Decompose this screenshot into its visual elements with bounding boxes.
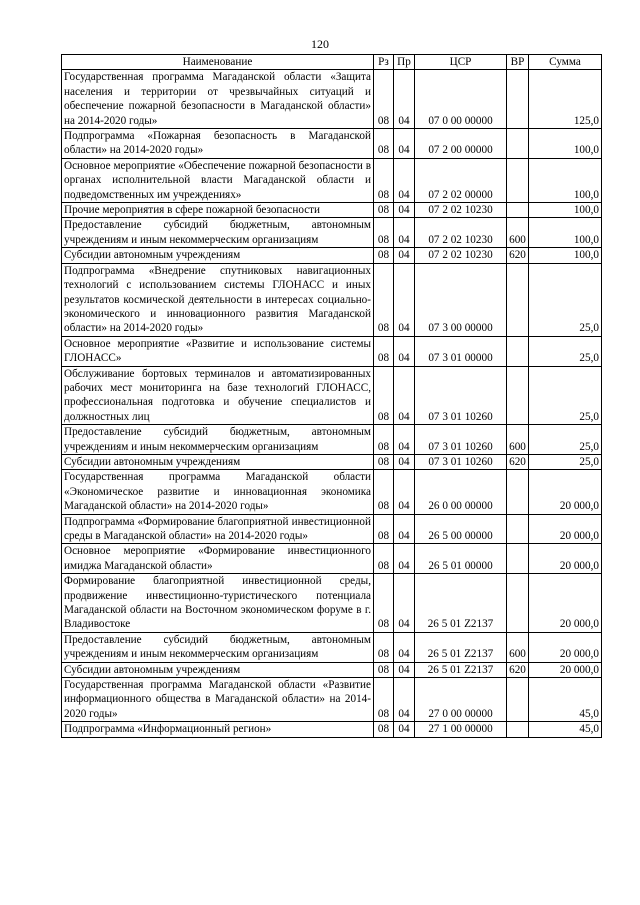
cell-sum: 25,0: [529, 425, 602, 455]
cell-pr: 04: [394, 366, 415, 425]
cell-pr: 04: [394, 129, 415, 159]
cell-pr: 04: [394, 70, 415, 129]
cell-pr: 04: [394, 632, 415, 662]
cell-pr: 04: [394, 248, 415, 263]
cell-rz: 08: [374, 722, 394, 737]
table-row: [62, 574, 602, 633]
cell-sum: 20 000,0: [529, 662, 602, 677]
cell-rz: 08: [374, 425, 394, 455]
cell-sum: 100,0: [529, 158, 602, 202]
budget-table: [61, 54, 602, 738]
header-name: Наименование: [62, 55, 374, 70]
cell-vr: [507, 722, 529, 737]
table-row: [62, 454, 602, 469]
cell-pr: 04: [394, 336, 415, 366]
page-number: 120: [311, 37, 329, 51]
cell-name: Подпрограмма «Информационный регион»: [62, 722, 374, 737]
cell-csr: 07 2 02 00000: [415, 158, 507, 202]
cell-sum: 100,0: [529, 129, 602, 159]
cell-vr: [507, 514, 529, 544]
cell-rz: 08: [374, 470, 394, 514]
cell-csr: 07 2 02 10230: [415, 203, 507, 218]
cell-pr: 04: [394, 662, 415, 677]
cell-rz: 08: [374, 366, 394, 425]
cell-vr: [507, 470, 529, 514]
cell-pr: 04: [394, 514, 415, 544]
cell-csr: 07 2 00 00000: [415, 129, 507, 159]
cell-pr: 04: [394, 263, 415, 336]
cell-vr: 600: [507, 632, 529, 662]
cell-name: Подпрограмма «Пожарная безопасность в Магаданской области» на 2014-2020 годы»: [62, 129, 374, 159]
cell-csr: 26 5 01 Z2137: [415, 662, 507, 677]
cell-csr: 26 5 01 00000: [415, 544, 507, 574]
cell-sum: 100,0: [529, 203, 602, 218]
cell-name: Государственная программа Магаданской области «Развитие информационного общества в Магаданской области» на 2014-2020 годы»: [62, 678, 374, 722]
cell-name: Государственная программа Магаданской области «Защита населения и территории от чрезвычайных ситуаций и обеспечение пожарной безопасности в Магаданской области» на 2014-2020 годы»: [62, 70, 374, 129]
cell-csr: 07 3 01 10260: [415, 425, 507, 455]
cell-rz: 08: [374, 248, 394, 263]
cell-csr: 26 0 00 00000: [415, 470, 507, 514]
cell-vr: 600: [507, 425, 529, 455]
cell-vr: [507, 544, 529, 574]
cell-pr: 04: [394, 203, 415, 218]
cell-sum: 45,0: [529, 678, 602, 722]
cell-pr: 04: [394, 574, 415, 633]
cell-vr: 600: [507, 218, 529, 248]
cell-csr: 27 1 00 00000: [415, 722, 507, 737]
cell-rz: 08: [374, 632, 394, 662]
cell-rz: 08: [374, 514, 394, 544]
cell-pr: 04: [394, 544, 415, 574]
cell-pr: 04: [394, 454, 415, 469]
cell-vr: [507, 129, 529, 159]
cell-rz: 08: [374, 218, 394, 248]
cell-rz: 08: [374, 662, 394, 677]
cell-csr: 26 5 01 Z2137: [415, 574, 507, 633]
header-vr: ВР: [507, 55, 529, 70]
cell-pr: 04: [394, 425, 415, 455]
cell-name: Предоставление субсидий бюджетным, автономным учреждениям и иным некоммерческим организациям: [62, 632, 374, 662]
table-row: [62, 70, 602, 129]
cell-vr: 620: [507, 662, 529, 677]
cell-vr: [507, 158, 529, 202]
cell-csr: 07 2 02 10230: [415, 248, 507, 263]
header-sum: Сумма: [529, 55, 602, 70]
cell-csr: 07 0 00 00000: [415, 70, 507, 129]
cell-vr: 620: [507, 454, 529, 469]
cell-csr: 07 3 00 00000: [415, 263, 507, 336]
cell-name: Субсидии автономным учреждениям: [62, 248, 374, 263]
cell-sum: 125,0: [529, 70, 602, 129]
cell-csr: 26 5 00 00000: [415, 514, 507, 544]
cell-name: Обслуживание бортовых терминалов и автоматизированных рабочих мест мониторинга на базе технологий ГЛОНАСС, профессиональная подготовка и обучение специалистов и должностных лиц: [62, 366, 374, 425]
cell-csr: 07 3 01 10260: [415, 366, 507, 425]
table-row: [62, 425, 602, 455]
table-row: [62, 218, 602, 248]
table-row: [62, 722, 602, 737]
cell-sum: 20 000,0: [529, 632, 602, 662]
table-row: [62, 544, 602, 574]
cell-sum: 25,0: [529, 263, 602, 336]
cell-sum: 20 000,0: [529, 470, 602, 514]
cell-name: Основное мероприятие «Формирование инвестиционного имиджа Магаданской области»: [62, 544, 374, 574]
cell-pr: 04: [394, 678, 415, 722]
cell-rz: 08: [374, 454, 394, 469]
cell-vr: [507, 203, 529, 218]
cell-sum: 25,0: [529, 454, 602, 469]
cell-name: Подпрограмма «Формирование благоприятной инвестиционной среды в Магаданской области» на 2014-2020 годы»: [62, 514, 374, 544]
cell-name: Предоставление субсидий бюджетным, автономным учреждениям и иным некоммерческим организациям: [62, 425, 374, 455]
cell-name: Субсидии автономным учреждениям: [62, 454, 374, 469]
table-row: [62, 366, 602, 425]
cell-pr: 04: [394, 722, 415, 737]
cell-name: Основное мероприятие «Развитие и использование системы ГЛОНАСС»: [62, 336, 374, 366]
cell-csr: 07 3 01 00000: [415, 336, 507, 366]
table-header-row: [62, 55, 602, 70]
cell-rz: 08: [374, 129, 394, 159]
table-row: [62, 662, 602, 677]
cell-rz: 08: [374, 203, 394, 218]
cell-sum: 100,0: [529, 248, 602, 263]
table-row: [62, 248, 602, 263]
table-row: [62, 129, 602, 159]
cell-name: Государственная программа Магаданской области «Экономическое развитие и инновационная экономика Магаданской области» на 2014-2020 годы»: [62, 470, 374, 514]
cell-csr: 07 3 01 10260: [415, 454, 507, 469]
cell-rz: 08: [374, 678, 394, 722]
cell-vr: [507, 70, 529, 129]
table-row: [62, 263, 602, 336]
cell-sum: 20 000,0: [529, 574, 602, 633]
cell-name: Основное мероприятие «Обеспечение пожарной безопасности в органах исполнительной власти Магаданской области и подведомственных им учреждениях»: [62, 158, 374, 202]
cell-name: Предоставление субсидий бюджетным, автономным учреждениям и иным некоммерческим организациям: [62, 218, 374, 248]
table-row: [62, 203, 602, 218]
cell-csr: 07 2 02 10230: [415, 218, 507, 248]
header-pr: Пр: [394, 55, 415, 70]
cell-sum: 100,0: [529, 218, 602, 248]
cell-vr: [507, 366, 529, 425]
cell-sum: 25,0: [529, 366, 602, 425]
cell-csr: 26 5 01 Z2137: [415, 632, 507, 662]
cell-csr: 27 0 00 00000: [415, 678, 507, 722]
cell-pr: 04: [394, 218, 415, 248]
cell-rz: 08: [374, 158, 394, 202]
cell-vr: [507, 336, 529, 366]
cell-name: Субсидии автономным учреждениям: [62, 662, 374, 677]
cell-name: Подпрограмма «Внедрение спутниковых навигационных технологий с использованием системы ГЛОНАСС и иных результатов космической деятельности в интересах социально-экономического и инновационного развития Магаданской области» на 2014-2020 годы»: [62, 263, 374, 336]
table-row: [62, 336, 602, 366]
table-body: [62, 70, 602, 737]
cell-sum: 25,0: [529, 336, 602, 366]
cell-vr: 620: [507, 248, 529, 263]
table-row: [62, 632, 602, 662]
cell-vr: [507, 678, 529, 722]
cell-rz: 08: [374, 574, 394, 633]
cell-pr: 04: [394, 158, 415, 202]
cell-sum: 20 000,0: [529, 544, 602, 574]
cell-sum: 45,0: [529, 722, 602, 737]
cell-vr: [507, 263, 529, 336]
cell-name: Формирование благоприятной инвестиционной среды, продвижение инвестиционно-туристического потенциала Магаданской области на Восточном экономическом форуме в г. Владивостоке: [62, 574, 374, 633]
cell-name: Прочие мероприятия в сфере пожарной безопасности: [62, 203, 374, 218]
cell-rz: 08: [374, 336, 394, 366]
header-rz: Рз: [374, 55, 394, 70]
table-row: [62, 470, 602, 514]
cell-rz: 08: [374, 263, 394, 336]
header-csr: ЦСР: [415, 55, 507, 70]
table-row: [62, 514, 602, 544]
cell-rz: 08: [374, 544, 394, 574]
table-row: [62, 678, 602, 722]
cell-vr: [507, 574, 529, 633]
cell-pr: 04: [394, 470, 415, 514]
cell-sum: 20 000,0: [529, 514, 602, 544]
cell-rz: 08: [374, 70, 394, 129]
table-row: [62, 158, 602, 202]
